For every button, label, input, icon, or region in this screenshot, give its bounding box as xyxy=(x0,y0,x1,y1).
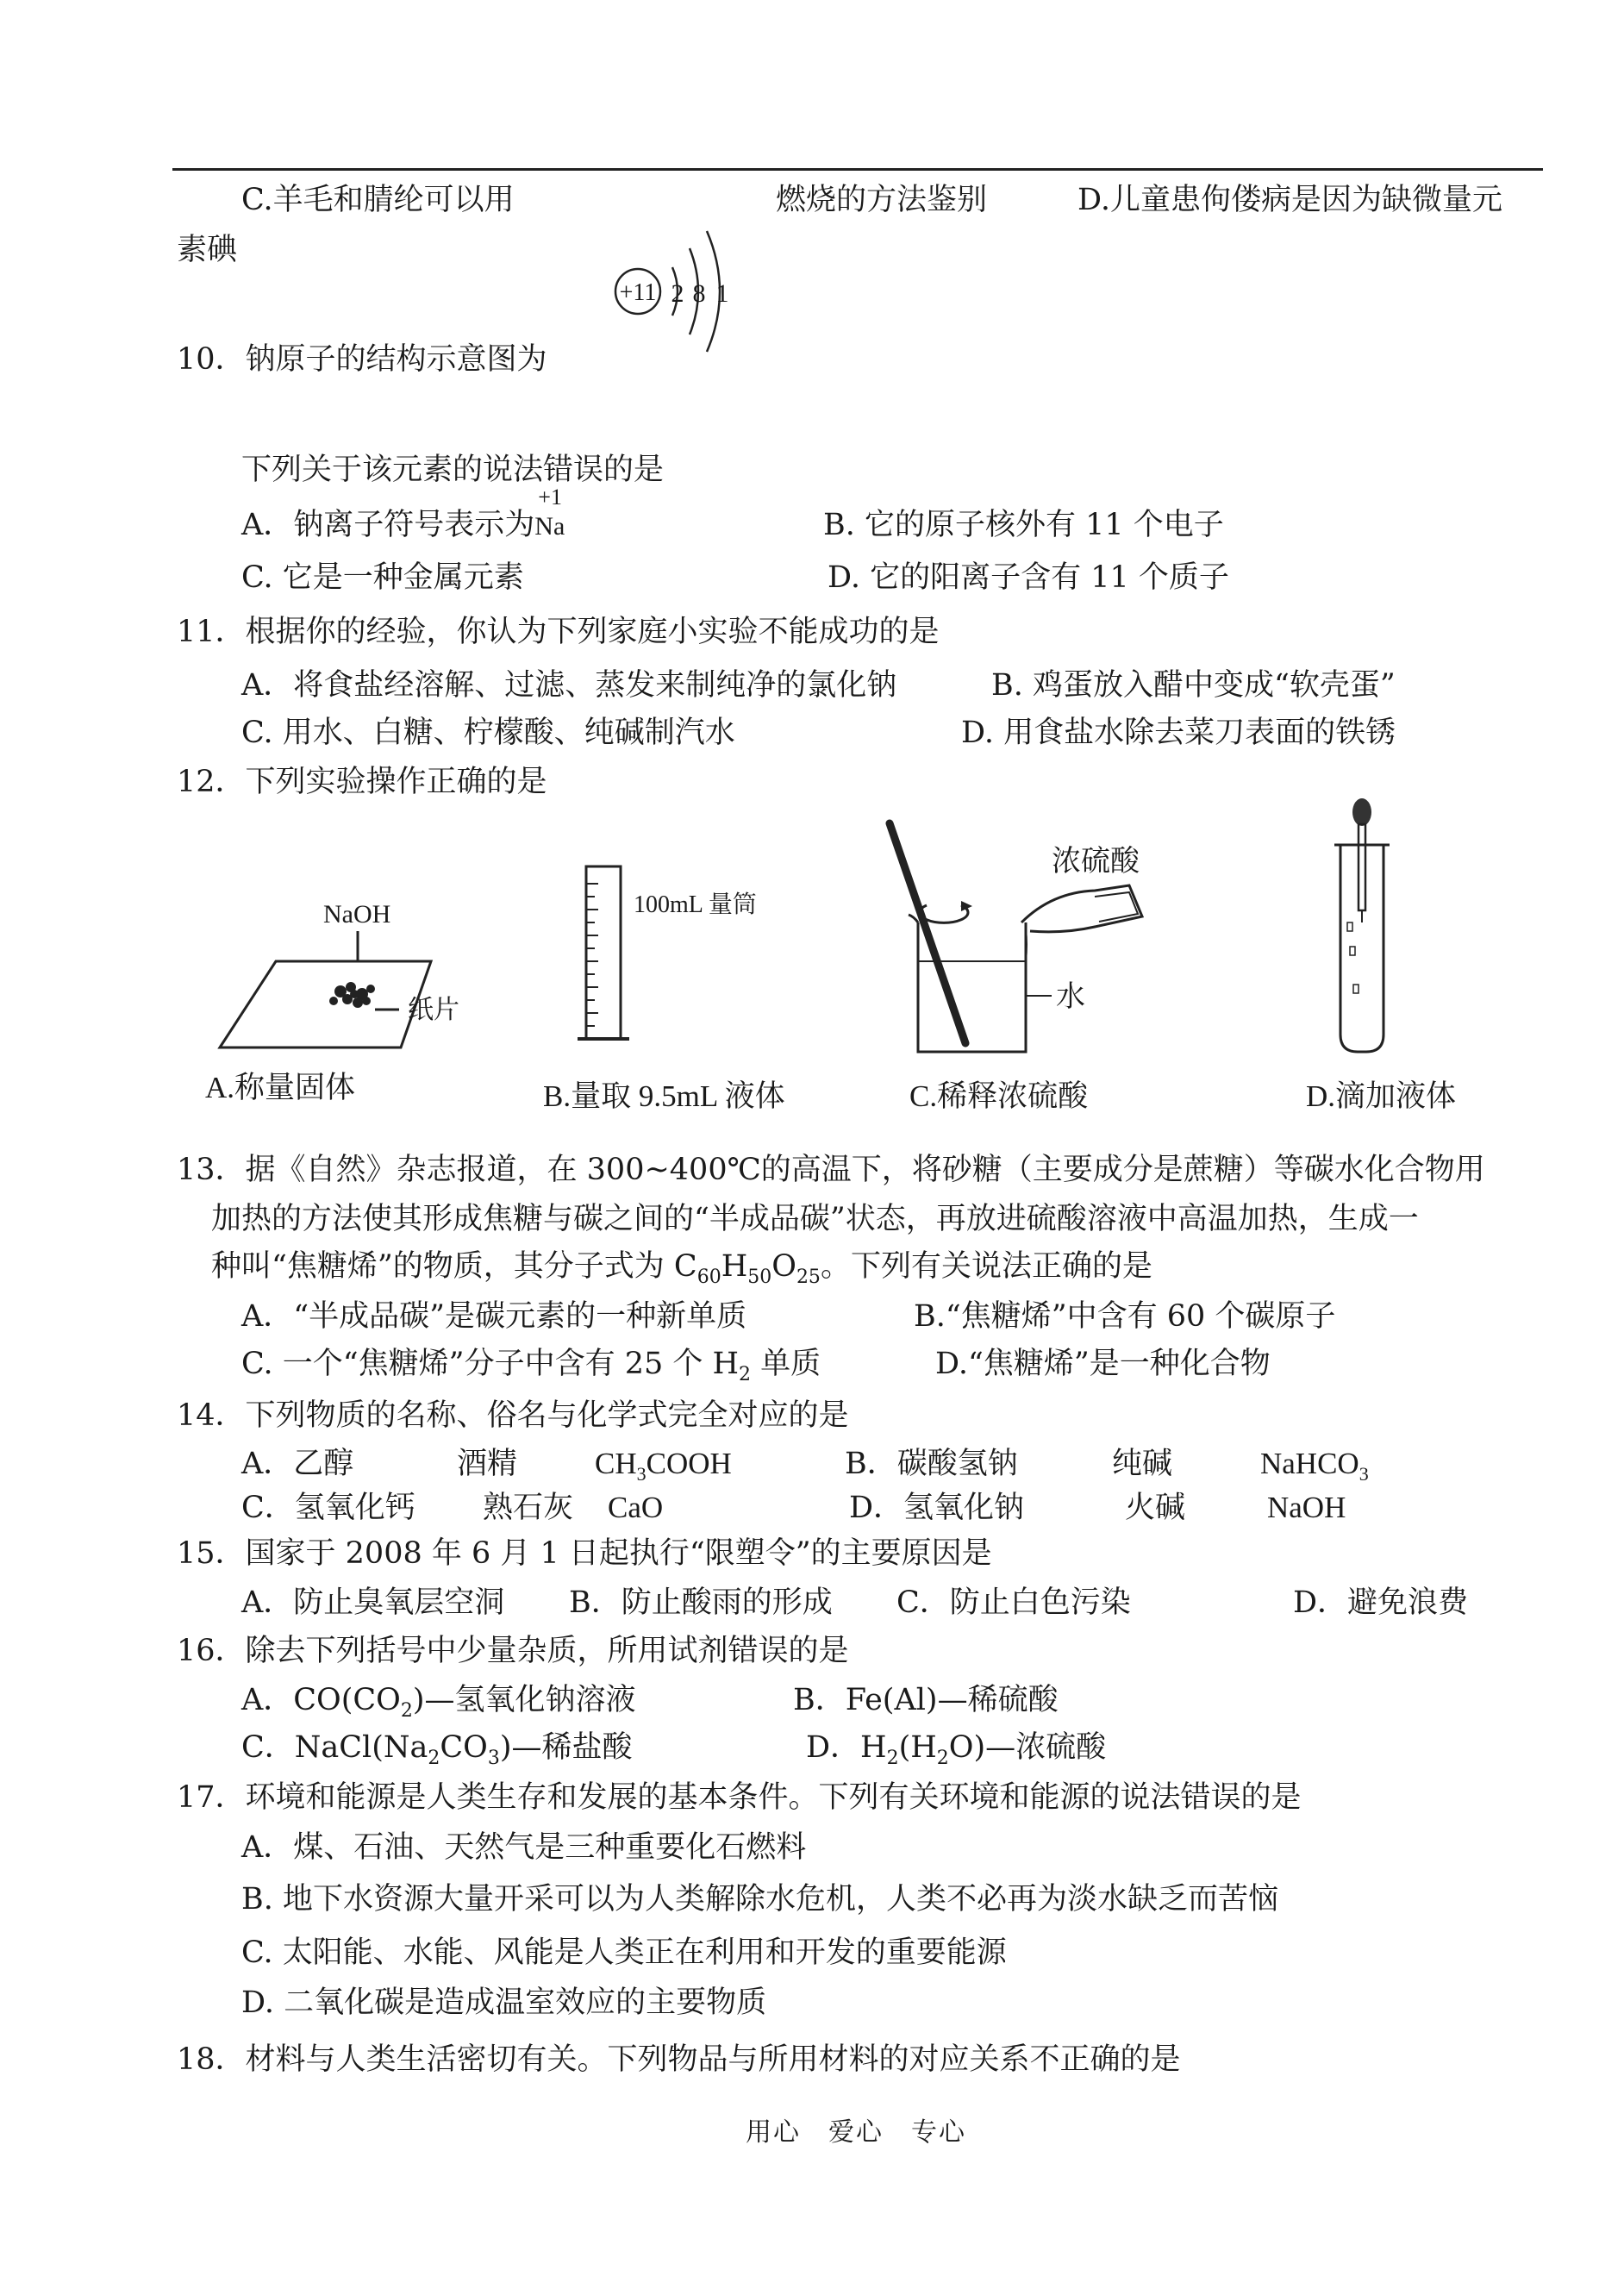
q16-stem: 16．除去下列括号中少量杂质，所用试剂错误的是 xyxy=(177,1634,849,1668)
q13-line-3: 种叫“焦糖烯”的物质，其分子式为 $C_{60}H_{50}O_{25}$。下列有关说法正确的是 xyxy=(211,1249,1152,1288)
q13-option-b: B.“焦糖烯”中含有 60 个碳原子 xyxy=(914,1299,1336,1334)
atom-nucleus-label: +11 xyxy=(619,279,657,306)
ion-charge: +1 xyxy=(538,485,562,510)
figure-b-graduated-cylinder xyxy=(578,862,802,1060)
figure-a-weighing-solid xyxy=(194,892,556,1065)
q12-stem: 12．下列实验操作正确的是 xyxy=(177,765,547,799)
atom-shell-1-label: 2 xyxy=(671,279,684,308)
q14-option-a-common: 酒精 xyxy=(457,1447,518,1481)
q10-option-b: B. 它的原子核外有 11 个电子 xyxy=(823,508,1224,542)
figure-a-paper-label: 纸片 xyxy=(408,996,459,1024)
figure-a-naoh-label: NaOH xyxy=(323,900,391,929)
atom-shell-2-label: 8 xyxy=(692,279,706,308)
q11-option-a: A．将食盐经溶解、过滤、蒸发来制纯净的氯化钠 xyxy=(241,668,897,703)
figure-b-cylinder-label: 100mL 量筒 xyxy=(634,891,757,918)
q14-option-c-formula: CaO xyxy=(608,1491,664,1524)
page-footer: 用心 爱心 专心 xyxy=(746,2117,966,2148)
q15-option-a: A．防止臭氧层空洞 xyxy=(241,1585,505,1620)
q14-option-c-name: C．氢氧化钙 xyxy=(241,1491,415,1525)
q14-option-c-common: 熟石灰 xyxy=(483,1491,574,1525)
q14-option-a-name: A．乙醇 xyxy=(241,1447,354,1481)
q14-option-a-formula: $CH_3COOH$ xyxy=(595,1447,732,1485)
q15-option-c: C．防止白色污染 xyxy=(896,1585,1131,1620)
q11-option-b: B. 鸡蛋放入醋中变成“软壳蛋” xyxy=(991,668,1396,703)
header-rule xyxy=(172,168,1543,171)
q13-line-1: 13．据《自然》杂志报道，在 300~400℃的高温下，将砂糖（主要成分是蔗糖）等碳水化合物用 xyxy=(177,1153,1485,1187)
q14-option-d-common: 火碱 xyxy=(1125,1491,1186,1525)
q9-option-d: D.儿童患佝偻病是因为缺微量元 xyxy=(1077,183,1502,217)
figure-c-water-label: 水 xyxy=(1056,981,1085,1013)
q16-option-a: A．$CO(CO_2)—$氢氧化钠溶液 xyxy=(241,1683,636,1722)
figure-c-diluting-acid xyxy=(879,815,1224,1065)
figure-d-caption: D.滴加液体 xyxy=(1306,1079,1457,1113)
q15-stem: 15．国家于 2008 年 6 月 1 日起执行“限塑令”的主要原因是 xyxy=(177,1536,992,1571)
q17-option-b: B. 地下水资源大量开采可以为人类解除水危机，人类不必再为淡水缺乏而苦恼 xyxy=(241,1882,1278,1917)
q13-line-2: 加热的方法使其形成焦糖与碳之间的“半成品碳”状态，再放进硫酸溶液中高温加热，生成一 xyxy=(211,1202,1419,1236)
q10-option-a: A．钠离子符号表示为 +1 Na xyxy=(241,506,565,544)
q17-option-a: A．煤、石油、天然气是三种重要化石燃料 xyxy=(241,1830,807,1865)
q10-sub-stem: 下列关于该元素的说法错误的是 xyxy=(241,453,665,487)
q10-option-d: D. 它的阳离子含有 11 个质子 xyxy=(828,560,1229,595)
q14-option-d-formula: NaOH xyxy=(1267,1491,1346,1524)
figure-c-acid-label: 浓硫酸 xyxy=(1052,846,1140,878)
q16-option-d: D．$H_2(H_2O)—$浓硫酸 xyxy=(806,1730,1107,1769)
q10-stem: 10．钠原子的结构示意图为 xyxy=(177,342,547,377)
q14-option-b-name: B．碳酸氢钠 xyxy=(845,1447,1018,1481)
q13-option-c: C. 一个“焦糖烯”分子中含有 25 个 $H_2$ 单质 xyxy=(241,1347,821,1385)
q15-option-d: D．避免浪费 xyxy=(1293,1585,1469,1620)
q11-stem: 11．根据你的经验，你认为下列家庭小实验不能成功的是 xyxy=(177,615,940,649)
q16-option-b: B．Fe(Al)—稀硫酸 xyxy=(793,1683,1059,1717)
q15-option-b: B．防止酸雨的形成 xyxy=(569,1585,833,1620)
q17-stem: 17．环境和能源是人类生存和发展的基本条件。下列有关环境和能源的说法错误的是 xyxy=(177,1780,1302,1815)
q16-option-c: C．$NaCl(Na_2CO_3)—$稀盐酸 xyxy=(241,1730,633,1769)
q9-option-c-left: C.羊毛和腈纶可以用 xyxy=(241,183,515,217)
q14-stem: 14．下列物质的名称、俗名与化学式完全对应的是 xyxy=(177,1398,849,1433)
q13-option-d: D.“焦糖烯”是一种化合物 xyxy=(935,1347,1271,1381)
q18-stem: 18．材料与人类生活密切有关。下列物品与所用材料的对应关系不正确的是 xyxy=(177,2042,1181,2077)
q11-option-c: C. 用水、白糖、柠檬酸、纯碱制汽水 xyxy=(241,716,735,750)
q17-option-d: D. 二氧化碳是造成温室效应的主要物质 xyxy=(241,1985,767,2020)
figure-a-caption: A.称量固体 xyxy=(205,1071,356,1104)
q13-option-a: A．“半成品碳”是碳元素的一种新单质 xyxy=(241,1299,747,1334)
q10-option-c: C. 它是一种金属元素 xyxy=(241,560,524,595)
q14-option-b-common: 纯碱 xyxy=(1112,1447,1173,1481)
atom-shell-3-label: 1 xyxy=(715,279,729,308)
q14-option-b-formula: NaHCO$_3$ xyxy=(1260,1447,1369,1485)
figure-b-caption: B.量取 9.5mL 液体 xyxy=(543,1079,785,1113)
q9-option-d-continued: 素碘 xyxy=(177,233,238,267)
q9-option-c-right: 燃烧的方法鉴别 xyxy=(776,183,988,217)
ion-symbol: Na xyxy=(534,512,565,541)
figure-d-dropping-liquid xyxy=(1319,793,1422,1069)
figure-c-caption: C.稀释浓硫酸 xyxy=(909,1079,1089,1113)
q14-option-d-name: D．氢氧化钠 xyxy=(849,1491,1025,1525)
q11-option-d: D. 用食盐水除去菜刀表面的铁锈 xyxy=(961,716,1396,750)
q17-option-c: C. 太阳能、水能、风能是人类正在利用和开发的重要能源 xyxy=(241,1935,1007,1970)
sodium-atom-diagram xyxy=(603,205,759,378)
